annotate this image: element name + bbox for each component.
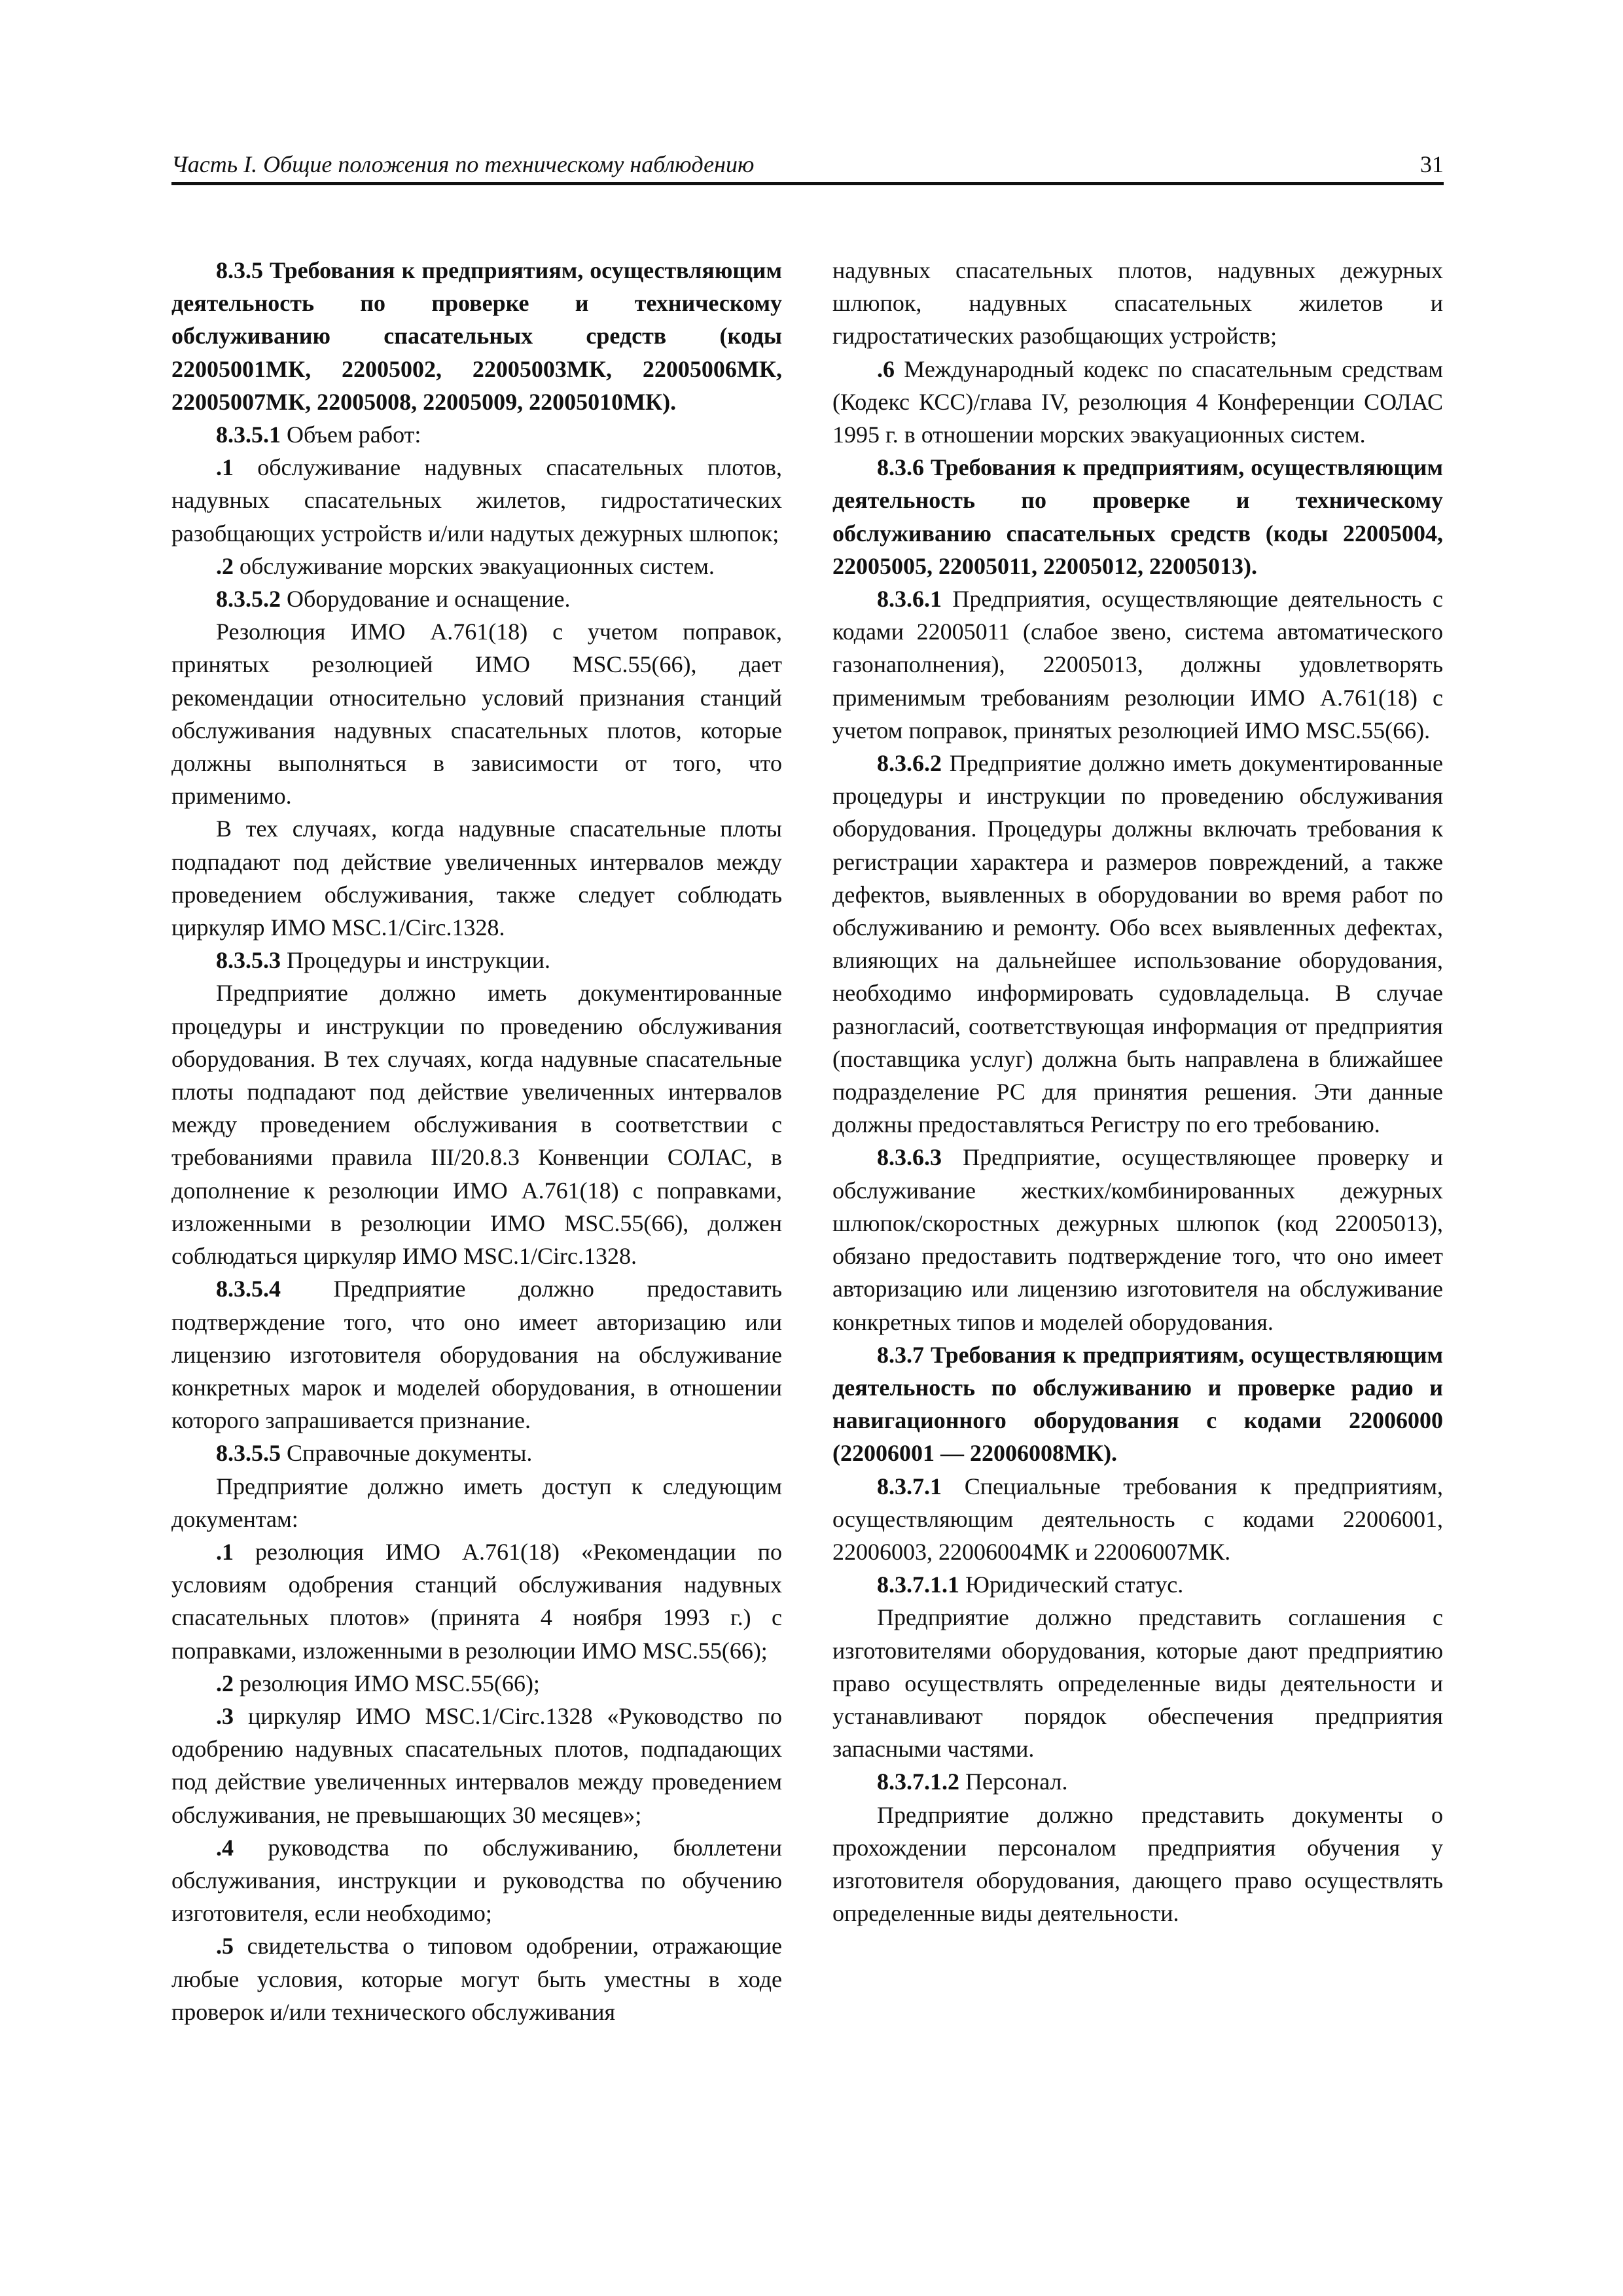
clause-number: 8.3.7.1 bbox=[877, 1473, 942, 1499]
section-heading-8-3-5: 8.3.5 Требования к предприятиям, осуществляющим деятельность по проверке и техническому обслуживанию спасательных средств (коды 22005001МК, 22005002, 22005003МК, 22005006МК, 22005007МК, 22005008, 22005009, 22005010МК). bbox=[171, 257, 782, 415]
item-text: резолюция ИМО MSC.55(66); bbox=[234, 1670, 540, 1696]
clause-text: Оборудование и оснащение. bbox=[281, 586, 571, 613]
item-number: .1 bbox=[216, 454, 234, 481]
item-number: .6 bbox=[877, 355, 895, 382]
paragraph-8-3-6-1 bbox=[832, 583, 1443, 747]
paragraph-8-3-7-1-2 bbox=[832, 1765, 1443, 1798]
paragraph: В тех случаях, когда надувные спасательные плоты подпадают под действие увеличенных интервалов между проведением обслуживания, также следует соблюдать циркуляр ИМО MSC.1/Circ.1328. bbox=[171, 816, 782, 941]
header-title: Часть I. Общие положения по техническому наблюдению bbox=[171, 151, 755, 177]
clause-text: Юридический статус. bbox=[959, 1571, 1184, 1598]
clause-text: Предприятие должно иметь документированные процедуры и инструкции по проведению обслуживания оборудования. Процедуры должны включать требования к регистрации характера и размеров повреждений, а также дефектов, выявленных в оборудовании во время работ по обслуживанию и ремонту. Обо всех выявленных дефектах, влияющих на дальнейшее использование оборудования, необходимо информировать судовладельца. В случае разногласий, соответствующая информация от предприятия (поставщика услуг) должна быть направлена в ближайшее подразделение РС для принятия решения. Эти данные должны предоставляться Регистру по его требованию. bbox=[832, 750, 1443, 1138]
list-item bbox=[171, 1831, 782, 1930]
paragraph: Предприятие должно представить соглашения с изготовителями оборудования, которые дают предприятию право осуществлять определенные виды деятельности и устанавливают порядок обеспечения предприятия запасными частями. bbox=[832, 1604, 1443, 1763]
paragraph-8-3-5-2 bbox=[171, 583, 782, 615]
clause-text: Предприятие, осуществляющее проверку и обслуживание жестких/комбинированных дежурных шлюпок/скоростных дежурных шлюпок (код 22005013), обязано предоставить подтверждение того, что оно имеет авторизацию или лицензию изготовителя на обслуживание конкретных типов и моделей оборудования. bbox=[832, 1144, 1443, 1335]
clause-number: 8.3.6.1 bbox=[877, 586, 942, 613]
paragraph-8-3-7-1-1 bbox=[832, 1568, 1443, 1601]
paragraph-8-3-5-1 bbox=[171, 418, 782, 451]
item-text: обслуживание морских эвакуационных систем. bbox=[234, 552, 715, 579]
clause-text: Предприятия, осуществляющие деятельность с кодами 22005011 (слабое звено, система автоматического газонаполнения), 22005013, должны удовлетворять применимым требованиям резолюции ИМО А.761(18) с учетом поправок, принятых резолюцией ИМО MSC.55(66). bbox=[832, 586, 1443, 744]
item-number: .4 bbox=[216, 1834, 234, 1861]
list-item bbox=[171, 550, 782, 583]
clause-number: 8.3.5.4 bbox=[216, 1276, 281, 1302]
list-item bbox=[171, 451, 782, 550]
item-number: .5 bbox=[216, 1933, 234, 1960]
item-text: обслуживание надувных спасательных плотов, надувных спасательных жилетов, гидростатических разобщающих устройств и/или надутых дежурных шлюпок; bbox=[171, 454, 782, 547]
list-item bbox=[171, 1929, 782, 2028]
clause-number: 8.3.7.1.2 bbox=[877, 1768, 959, 1795]
list-item bbox=[171, 1667, 782, 1700]
clause-number: 8.3.5.2 bbox=[216, 586, 281, 613]
running-header bbox=[171, 145, 1444, 185]
paragraph-8-3-5-4 bbox=[171, 1272, 782, 1437]
paragraph-8-3-5-3 bbox=[171, 944, 782, 977]
item-number: .3 bbox=[216, 1702, 234, 1729]
paragraph-continued: надувных спасательных плотов, надувных дежурных шлюпок, надувных спасательных жилетов и гидростатических разобщающих устройств; bbox=[832, 257, 1443, 350]
clause-number: 8.3.7.1.1 bbox=[877, 1571, 959, 1598]
clause-text: Объем работ: bbox=[281, 422, 421, 448]
item-text: циркуляр ИМО MSC.1/Circ.1328 «Руководство по одобрению надувных спасательных плотов, подпадающих под действие увеличенных интервалов между проведением обслуживания, не превышающих 30 месяцев»; bbox=[171, 1702, 782, 1828]
clause-number: 8.3.6.3 bbox=[877, 1144, 942, 1171]
item-text: Международный кодекс по спасательным средствам (Кодекс КСС)/глава IV, резолюция 4 Конференции СОЛАС 1995 г. в отношении морских эвакуационных систем. bbox=[832, 355, 1443, 448]
clause-number: 8.3.5.1 bbox=[216, 422, 281, 448]
item-number: .2 bbox=[216, 552, 234, 579]
right-column bbox=[832, 254, 1443, 1929]
clause-text: Предприятие должно предоставить подтверждение того, что оно имеет авторизацию или лицензию изготовителя оборудования на обслуживание конкретных марок и моделей оборудования, в отношении которого запрашивается признание. bbox=[171, 1276, 782, 1434]
clause-text: Справочные документы. bbox=[281, 1440, 533, 1467]
paragraph-8-3-6-2 bbox=[832, 747, 1443, 1141]
clause-number: 8.3.6.2 bbox=[877, 750, 942, 777]
paragraph-8-3-6-3 bbox=[832, 1141, 1443, 1338]
item-text: руководства по обслуживанию, бюллетени обслуживания, инструкции и руководства по обучению изготовителя, если необходимо; bbox=[171, 1834, 782, 1927]
paragraph: Предприятие должно иметь документированные процедуры и инструкции по проведению обслуживания оборудования. В тех случаях, когда надувные спасательные плоты подпадают под действие увеличенных интервалов между проведением обслуживания в соответствии с требованиями правила III/20.8.3 Конвенции СОЛАС, в дополнение к резолюции ИМО А.761(18) с поправками, изложенными в резолюции ИМО MSC.55(66), должен соблюдаться циркуляр ИМО MSC.1/Circ.1328. bbox=[171, 980, 782, 1270]
paragraph: Предприятие должно иметь доступ к следующим документам: bbox=[171, 1473, 782, 1532]
clause-text: Процедуры и инструкции. bbox=[281, 947, 551, 974]
page-number: 31 bbox=[1420, 151, 1444, 177]
clause-number: 8.3.5.5 bbox=[216, 1440, 281, 1467]
paragraph-8-3-7-1 bbox=[832, 1470, 1443, 1569]
list-item bbox=[171, 1535, 782, 1667]
clause-number: 8.3.5.3 bbox=[216, 947, 281, 974]
item-number: .1 bbox=[216, 1538, 234, 1565]
item-number: .2 bbox=[216, 1670, 234, 1696]
paragraph: Предприятие должно представить документы о прохождении персоналом предприятия обучения у изготовителя оборудования, дающего право осуществлять определенные виды деятельности. bbox=[832, 1801, 1443, 1927]
paragraph: Резолюция ИМО А.761(18) с учетом поправок, принятых резолюцией ИМО MSC.55(66), дает рекомендации относительно условий признания станций обслуживания надувных спасательных плотов, которые должны выполняться в зависимости от того, что применимо. bbox=[171, 619, 782, 810]
section-heading-8-3-6: 8.3.6 Требования к предприятиям, осуществляющим деятельность по проверке и техническому обслуживанию спасательных средств (коды 22005004, 22005005, 22005011, 22005012, 22005013). bbox=[832, 454, 1443, 579]
item-text: свидетельства о типовом одобрении, отражающие любые условия, которые могут быть уместны в ходе проверок и/или технического обслуживания bbox=[171, 1933, 782, 2025]
item-text: резолюция ИМО А.761(18) «Рекомендации по условиям одобрения станций обслуживания надувных спасательных плотов» (принята 4 ноября 1993 г.) с поправками, изложенными в резолюции ИМО MSC.55(66); bbox=[171, 1538, 782, 1664]
list-item bbox=[832, 353, 1443, 452]
left-column bbox=[171, 254, 782, 2028]
clause-text: Специальные требования к предприятиям, осуществляющим деятельность с кодами 22006001, 22006003, 22006004МК и 22006007МК. bbox=[832, 1473, 1443, 1565]
section-heading-8-3-7: 8.3.7 Требования к предприятиям, осуществляющим деятельность по обслуживанию и проверке радио и навигационного оборудования с кодами 22006000 (22006001 — 22006008МК). bbox=[832, 1341, 1443, 1467]
paragraph-8-3-5-5 bbox=[171, 1437, 782, 1469]
list-item bbox=[171, 1700, 782, 1831]
clause-text: Персонал. bbox=[959, 1768, 1068, 1795]
